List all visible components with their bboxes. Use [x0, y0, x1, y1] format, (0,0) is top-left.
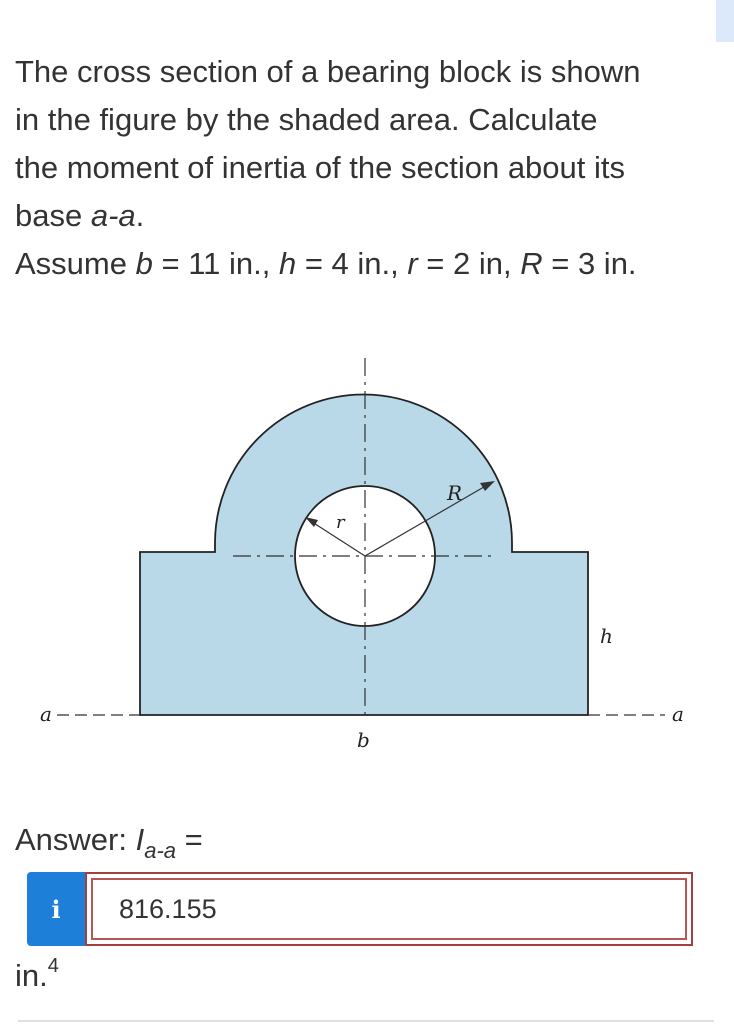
label-r: r	[336, 512, 345, 533]
axis-var: a-a	[90, 198, 136, 233]
label-a-left: a	[40, 702, 52, 726]
var-R: R	[520, 246, 543, 281]
bearing-block-diagram	[0, 330, 734, 770]
period: .	[135, 198, 145, 233]
assume-text: Assume	[15, 246, 136, 281]
answer-row	[27, 872, 691, 946]
assumptions-line	[15, 240, 725, 288]
unit-text: in.	[15, 958, 48, 993]
var-h: h	[278, 246, 297, 281]
answer-input[interactable]	[85, 872, 693, 946]
info-icon[interactable]: i	[27, 872, 85, 946]
problem-statement	[15, 48, 725, 288]
val-r: = 2 in,	[417, 246, 521, 281]
bearing-block-figure	[0, 330, 734, 770]
answer-prefix: Answer:	[15, 822, 136, 857]
var-b: b	[135, 246, 153, 281]
problem-line-2: in the figure by the shaded area. Calculate	[15, 102, 598, 137]
problem-line-4	[15, 192, 725, 240]
val-b: = 11 in.,	[152, 246, 279, 281]
base-text: base	[15, 198, 91, 233]
label-R: R	[447, 481, 463, 505]
answer-equals: =	[176, 822, 203, 857]
answer-value[interactable]: 816.155	[91, 878, 687, 940]
val-R: = 3 in.	[542, 246, 637, 281]
problem-line-3: the moment of inertia of the section about its	[15, 150, 626, 185]
label-a-right: a	[672, 702, 684, 726]
answer-symbol: I	[135, 822, 145, 857]
radius-r-arrowhead	[305, 517, 318, 527]
label-h: h	[600, 624, 613, 648]
problem-line-1: The cross section of a bearing block is shown	[15, 54, 641, 89]
var-r: r	[407, 246, 418, 281]
answer-label	[15, 822, 203, 864]
answer-unit	[15, 955, 59, 994]
divider	[18, 1020, 714, 1022]
scroll-indicator	[716, 0, 734, 42]
val-h: = 4 in.,	[296, 246, 408, 281]
unit-exponent: 4	[47, 955, 59, 977]
answer-subscript: a-a	[144, 838, 177, 863]
label-b: b	[357, 728, 370, 752]
